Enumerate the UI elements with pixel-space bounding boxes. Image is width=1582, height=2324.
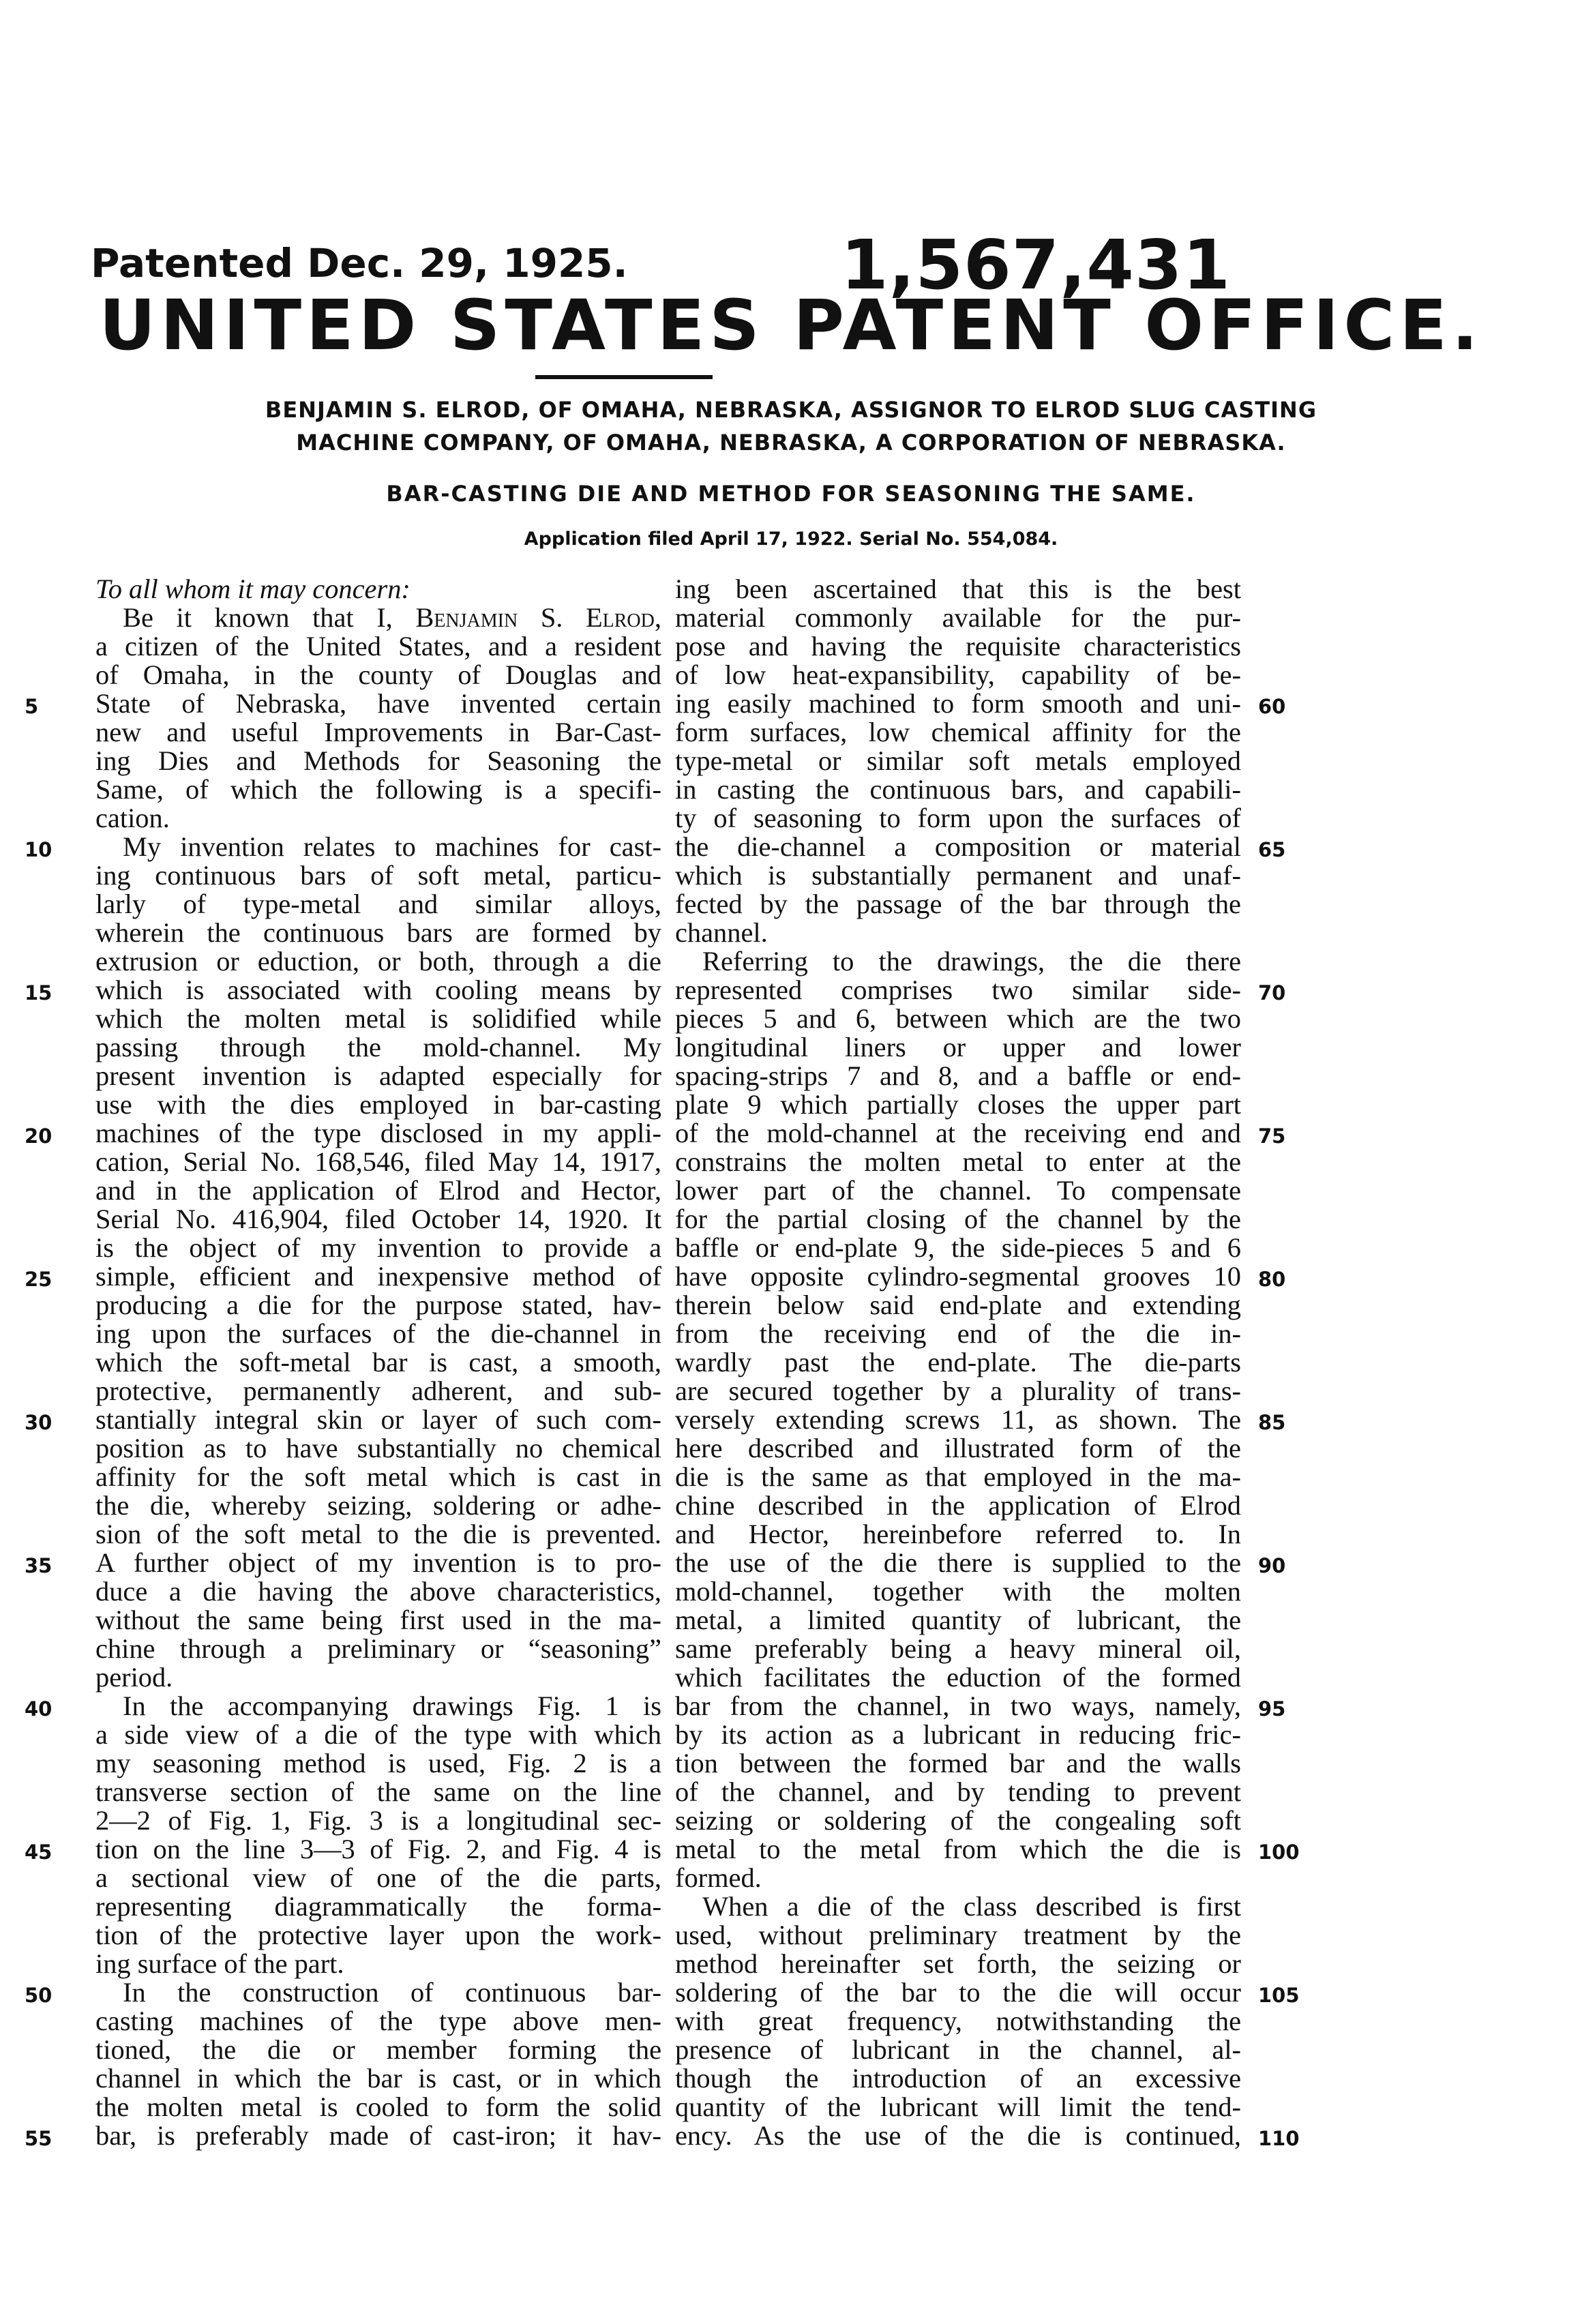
text-line: which the molten metal is solidified while [95,1003,661,1034]
text-line: bar from the channel, in two ways, namely, [675,1690,1241,1721]
text-line: bar, is preferably made of cast-iron; it hav- [95,2120,661,2151]
text-line: ing easily machined to form smooth and uni- [675,688,1241,719]
text-line: tion of the protective layer upon the work- [95,1920,661,1950]
text-line: constrains the molten metal to enter at the [675,1146,1241,1177]
text-line: In the construction of continuous bar- [123,1977,661,2008]
text-line: without the same being first used in the ma- [95,1605,661,1635]
text-line: method hereinafter set forth, the seizing or [675,1948,1241,1979]
text-line: pose and having the requisite characteristics [675,631,1241,661]
invention-title: BAR-CASTING DIE AND METHOD FOR SEASONING THE SAME. [386,481,1196,507]
line-number: 55 [25,2127,53,2150]
line-number: 100 [1258,1841,1300,1864]
text-line: a citizen of the United States, and a resident [95,631,661,661]
text-line: quantity of the lubricant will limit the tend- [675,2091,1241,2122]
text-line: cation, Serial No. 168,546, filed May 14, 1917, [95,1146,661,1177]
text-line: larly of type-metal and similar alloys, [95,889,661,919]
text-line: Be it known that I, Benjamin S. Elrod, [123,602,661,633]
text-line: tion on the line 3—3 of Fig. 2, and Fig. 4 is [95,1834,661,1864]
text-line: extrusion or eduction, or both, through a die [95,946,661,977]
text-line: type-metal or similar soft metals employed [675,745,1241,776]
line-number: 15 [25,981,53,1004]
text-line: channel in which the bar is cast, or in which [95,2063,661,2094]
text-line: represented comprises two similar side- [675,974,1241,1005]
text-line: here described and illustrated form of the [675,1433,1241,1463]
text-line: with great frequency, notwithstanding the [675,2006,1241,2036]
text-line: new and useful Improvements in Bar-Cast- [95,717,661,747]
text-line: formed. [675,1862,762,1893]
text-line: material commonly available for the pur- [675,602,1241,633]
inventor-line-1: BENJAMIN S. ELROD, OF OMAHA, NEBRASKA, ASSIGNOR TO ELROD SLUG CASTING [265,397,1317,423]
text-line: ing surface of the part. [95,1948,344,1979]
text-line: the molten metal is cooled to form the solid [95,2091,661,2122]
text-line: die is the same as that employed in the ma- [675,1461,1241,1492]
line-number: 65 [1258,838,1286,861]
text-line: affinity for the soft metal which is cast in [95,1461,661,1492]
text-line: seizing or soldering of the congealing soft [675,1805,1241,1836]
text-line: ing been ascertained that this is the best [675,573,1241,604]
line-number: 35 [25,1554,53,1577]
text-line: spacing-strips 7 and 8, and a baffle or end- [675,1060,1241,1091]
text-line: fected by the passage of the bar through the [675,889,1241,919]
line-number: 110 [1258,2127,1300,2150]
text-line: 2—2 of Fig. 1, Fig. 3 is a longitudinal sec- [95,1805,661,1836]
text-line: pieces 5 and 6, between which are the two [675,1003,1241,1034]
text-line: channel. [675,917,768,948]
text-line: which is associated with cooling means by [95,974,661,1005]
text-line: ing Dies and Methods for Seasoning the [95,745,661,776]
text-line: casting machines of the type above men- [95,2006,661,2036]
text-line: sion of the soft metal to the die is prevented. [95,1519,661,1549]
text-line: When a die of the class described is first [702,1891,1241,1922]
text-line: which facilitates the eduction of the formed [675,1662,1241,1693]
line-number: 25 [25,1268,53,1291]
line-number: 80 [1258,1268,1286,1291]
line-number: 70 [1258,981,1286,1004]
text-line: of the channel, and by tending to prevent [675,1776,1241,1807]
text-line: representing diagrammatically the forma- [95,1891,661,1922]
text-line: by its action as a lubricant in reducing fric- [675,1719,1241,1750]
line-number: 85 [1258,1411,1286,1434]
text-line: protective, permanently adherent, and sub- [95,1375,661,1406]
text-line: ing continuous bars of soft metal, particu- [95,860,661,891]
text-line: baffle or end-plate 9, the side-pieces 5 and 6 [675,1232,1241,1263]
text-line: position as to have substantially no chemical [95,1433,661,1463]
text-line: presence of lubricant in the channel, al- [675,2034,1241,2065]
text-line: metal, a limited quantity of lubricant, the [675,1605,1241,1635]
text-line: metal to the metal from which the die is [675,1834,1241,1864]
line-number: 45 [25,1841,53,1864]
line-number: 20 [25,1124,53,1148]
text-line: wherein the continuous bars are formed by [95,917,661,948]
text-line: of the mold-channel at the receiving end and [675,1118,1241,1148]
text-line: State of Nebraska, have invented certain [95,688,661,719]
text-line: tioned, the die or member forming the [95,2034,661,2065]
text-line: of Omaha, in the county of Douglas and [95,659,661,690]
text-line: the die, whereby seizing, soldering or adhe- [95,1490,661,1521]
text-line: and Hector, hereinbefore referred to. In [675,1519,1241,1549]
line-number: 50 [25,1984,53,2007]
text-line: lower part of the channel. To compensate [675,1175,1241,1206]
patented-date: Patented Dec. 29, 1925. [91,240,628,286]
text-line: transverse section of the same on the line [95,1776,661,1807]
text-line: of low heat-expansibility, capability of be- [675,659,1241,690]
text-line: versely extending screws 11, as shown. The [675,1404,1241,1435]
text-line: cation. [95,803,170,833]
text-line: use with the dies employed in bar-casting [95,1089,661,1120]
text-line: though the introduction of an excessive [675,2063,1241,2094]
text-line: present invention is adapted especially for [95,1060,661,1091]
text-line: longitudinal liners or upper and lower [675,1032,1241,1062]
text-line: Serial No. 416,904, filed October 14, 1920. It [95,1204,661,1234]
text-line: passing through the mold-channel. My [95,1032,661,1062]
text-line: To all whom it may concern: [95,573,411,604]
text-line: form surfaces, low chemical affinity for the [675,717,1241,747]
line-number: 75 [1258,1124,1286,1148]
line-number: 95 [1258,1697,1286,1720]
text-line: ency. As the use of the die is continued, [675,2120,1241,2151]
text-line: period. [95,1662,173,1693]
text-line: wardly past the end-plate. The die-parts [675,1347,1241,1377]
text-line: which the soft-metal bar is cast, a smooth, [95,1347,661,1377]
text-line: ing upon the surfaces of the die-channel in [95,1318,661,1349]
text-line: which is substantially permanent and unaf- [675,860,1241,891]
text-line: the use of the die there is supplied to the [675,1547,1241,1578]
right-text-column [675,575,1241,2150]
text-line: for the partial closing of the channel by the [675,1204,1241,1234]
office-heading: UNITED STATES PATENT OFFICE. [99,285,1483,366]
line-number: 10 [25,838,53,861]
text-line: Same, of which the following is a specifi- [95,774,661,805]
text-line: my seasoning method is used, Fig. 2 is a [95,1748,661,1778]
text-line: mold-channel, together with the molten [675,1576,1241,1607]
text-line: producing a die for the purpose stated, hav- [95,1290,661,1320]
text-line: therein below said end-plate and extending [675,1290,1241,1320]
text-line: soldering of the bar to the die will occur [675,1977,1241,2008]
line-number: 40 [25,1697,53,1720]
text-line: are secured together by a plurality of trans- [675,1375,1241,1406]
application-info: Application filed April 17, 1922. Serial No. 554,084. [524,528,1058,550]
text-line: and in the application of Elrod and Hector, [95,1175,661,1206]
text-line: a sectional view of one of the die parts, [95,1862,661,1893]
line-number: 5 [25,695,39,718]
text-line: from the receiving end of the die in- [675,1318,1241,1349]
text-line: chine through a preliminary or “seasoning” [95,1633,661,1664]
text-line: plate 9 which partially closes the upper part [675,1089,1241,1120]
text-line: In the accompanying drawings Fig. 1 is [123,1690,661,1721]
text-line: Referring to the drawings, the die there [702,946,1241,977]
text-line: in casting the continuous bars, and capabili- [675,774,1241,805]
inventor-line-2: MACHINE COMPANY, OF OMAHA, NEBRASKA, A CORPORATION OF NEBRASKA. [296,430,1286,456]
text-line: machines of the type disclosed in my appli- [95,1118,661,1148]
text-line: a side view of a die of the type with which [95,1719,661,1750]
text-line: is the object of my invention to provide a [95,1232,661,1263]
text-line: used, without preliminary treatment by the [675,1920,1241,1950]
line-number: 30 [25,1411,53,1434]
line-number: 105 [1258,1984,1300,2007]
line-number: 90 [1258,1554,1286,1577]
line-number: 60 [1258,695,1286,718]
text-line: duce a die having the above characteristics, [95,1576,661,1607]
patent-number: 1,567,431 [840,225,1231,305]
heading-rule [535,375,713,379]
text-line: ty of seasoning to form upon the surfaces of [675,803,1241,833]
text-line: simple, efficient and inexpensive method of [95,1261,661,1292]
text-line: My invention relates to machines for cast- [123,831,661,862]
text-line: tion between the formed bar and the walls [675,1748,1241,1778]
text-line: the die-channel a composition or material [675,831,1241,862]
text-line: chine described in the application of Elrod [675,1490,1241,1521]
text-line: same preferably being a heavy mineral oil, [675,1633,1241,1664]
text-line: A further object of my invention is to pro- [95,1547,661,1578]
text-line: have opposite cylindro-segmental grooves 10 [675,1261,1241,1292]
text-line: stantially integral skin or layer of such com- [95,1404,661,1435]
left-text-column [95,575,661,2150]
